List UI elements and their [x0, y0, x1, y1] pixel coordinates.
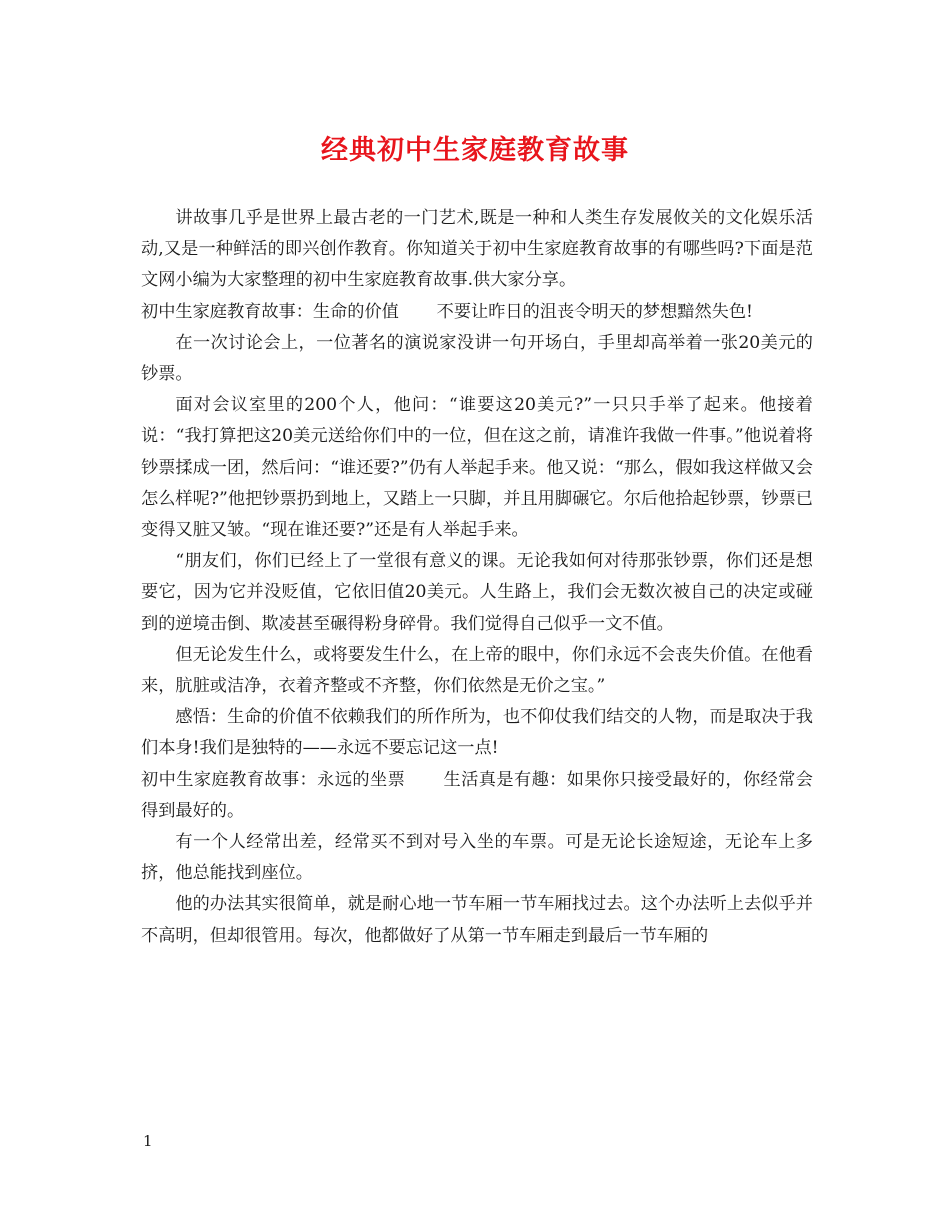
story-paragraph: 他的办法其实很简单，就是耐心地一节车厢一节车厢找过去。这个办法听上去似乎并不高明，但却很管用。每次，他都做好了从第一节车厢走到最后一节车厢的	[141, 894, 813, 946]
intro-paragraph: 讲故事几乎是世界上最古老的一门艺术,既是一种和人类生存发展攸关的文化娱乐活动,又是一种鲜活的即兴创作教育。你知道关于初中生家庭教育故事的有哪些吗?下面是范文网小编为大家整理的初中生家庭教育故事.供大家分享。	[141, 208, 813, 291]
story-motto: 生活真是有趣：如果你只接受最好的，你经常会得到最好的。	[141, 769, 813, 821]
story-heading: 初中生家庭教育故事：永远的坐票	[141, 769, 406, 790]
page-number: 1	[143, 1132, 153, 1150]
story-heading: 初中生家庭教育故事：生命的价值	[141, 301, 399, 322]
document-body	[141, 203, 813, 952]
story-paragraph: 但无论发生什么，或将要发生什么，在上帝的眼中，你们永远不会丧失价值。在他看来，肮脏或洁净，衣着齐整或不齐整，你们依然是无价之宝。”	[141, 644, 813, 697]
document-title: 经典初中生家庭教育故事	[321, 135, 629, 166]
story-heading-line	[141, 765, 813, 827]
story-heading-line	[141, 297, 813, 328]
story-paragraph: 有一个人经常出差，经常买不到对号入坐的车票。可是无论长途短途，无论车上多挤，他总能找到座位。	[141, 832, 813, 884]
story-paragraph: 在一次讨论会上，一位著名的演说家没讲一句开场白，手里却高举着一张20美元的钞票。	[141, 332, 813, 385]
story-paragraph: 感悟：生命的价值不依赖我们的所作所为，也不仰仗我们结交的人物，而是取决于我们本身!我们是独特的——永远不要忘记这一点!	[141, 707, 813, 759]
story-paragraph: 面对会议室里的200个人，他问：“谁要这20美元?”一只只手举了起来。他接着说：“我打算把这20美元送给你们中的一位，但在这之前，请准许我做一件事。”他说着将钞票揉成一团，然后问：“谁还要?”仍有人举起手来。他又说：“那么，假如我这样做又会怎么样呢?”他把钞票扔到地上，又踏上一只脚，并且用脚碾它。尔后他拾起钞票，钞票已变得又脏又皱。“现在谁还要?”还是有人举起手来。	[141, 395, 813, 541]
story-paragraph: “朋友们，你们已经上了一堂很有意义的课。无论我如何对待那张钞票，你们还是想要它，因为它并没贬值，它依旧值20美元。人生路上，我们会无数次被自己的决定或碰到的逆境击倒、欺凌甚至碾得粉身碎骨。我们觉得自己似乎一文不值。	[141, 551, 813, 634]
story-motto: 不要让昨日的沮丧令明天的梦想黯然失色!	[436, 301, 753, 322]
